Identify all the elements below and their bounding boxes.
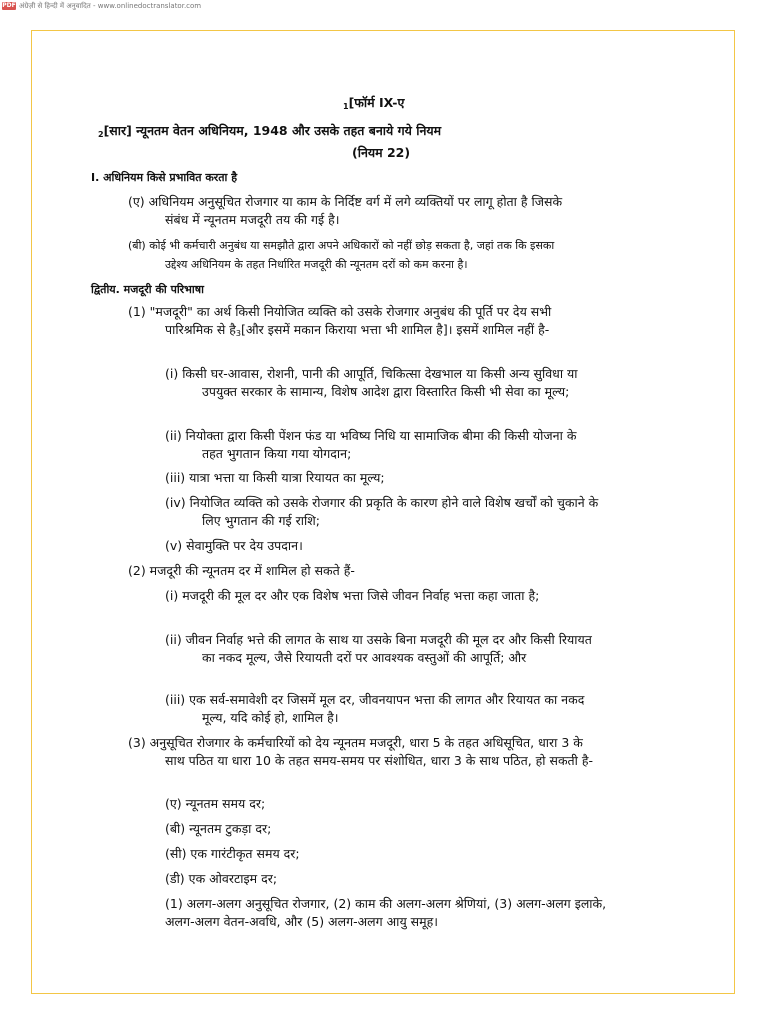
- paragraph-line: (iii) एक सर्व-समावेशी दर जिसमें मूल दर, जीवनयापन भत्ता की लागत और रियायत का नकद: [165, 692, 585, 707]
- paragraph-line: (iii) यात्रा भत्ता या किसी यात्रा रियायत का मूल्य;: [165, 470, 385, 485]
- form-title: [343, 95, 404, 115]
- paragraph-line: साथ पठित या धारा 10 के तहत समय-समय पर संशोधित, धारा 3 के साथ पठित, हो सकती है-: [165, 753, 594, 768]
- list-item: (डी) एक ओवरटाइम दर;: [165, 871, 278, 886]
- paragraph-line: संबंध में न्यूनतम मजदूरी तय की गई है।: [165, 212, 340, 227]
- paragraph-line: (i) मजदूरी की मूल दर और एक विशेष भत्ता जिसे जीवन निर्वाह भत्ता कहा जाता है;: [165, 588, 540, 603]
- paragraph-line: (3) अनुसूचित रोजगार के कर्मचारियों को देय न्यूनतम मजदूरी, धारा 5 के तहत अधिसूचित, धारा 3 के: [128, 735, 583, 750]
- footnote-marker: 3: [235, 329, 241, 338]
- paragraph-line: (v) सेवामुक्ति पर देय उपदान।: [165, 538, 303, 553]
- list-item: (बी) न्यूनतम टुकड़ा दर;: [165, 821, 272, 836]
- paragraph-line: (1) अलग-अलग अनुसूचित रोजगार, (2) काम की अलग-अलग श्रेणियां, (3) अलग-अलग इलाके,: [165, 896, 607, 911]
- paragraph-line: अलग-अलग वेतन-अवधि, और (5) अलग-अलग आयु समूह।: [165, 914, 438, 929]
- paragraph-line: (ii) नियोक्ता द्वारा किसी पेंशन फंड या भविष्य निधि या सामाजिक बीमा की किसी योजना के: [165, 428, 577, 443]
- paragraph-line: उपयुक्त सरकार के सामान्य, विशेष आदेश द्वारा विस्तारित किसी भी सेवा का मूल्य;: [202, 384, 570, 399]
- paragraph-line: का नकद मूल्य, जैसे रियायती दरों पर आवश्यक वस्तुओं की आपूर्ति; और: [202, 650, 527, 665]
- translator-banner-text[interactable]: अंग्रेज़ी से हिन्दी में अनुवादित - www.onlinedoctranslator.com: [19, 2, 202, 10]
- paragraph-line: (ए) अधिनियम अनुसूचित रोजगार या काम के निर्दिष्ट वर्ग में लगे व्यक्तियों पर लागू होता है जिसके: [128, 194, 563, 209]
- paragraph-line: (बी) कोई भी कर्मचारी अनुबंध या समझौते द्वारा अपने अधिकारों को नहीं छोड़ सकता है, जहां तक कि इसका: [128, 239, 555, 252]
- paragraph-line: (iv) नियोजित व्यक्ति को उसके रोजगार की प्रकृति के कारण होने वाले विशेष खर्चों को चुकाने के: [165, 495, 599, 510]
- paragraph-line: मूल्य, यदि कोई हो, शामिल है।: [202, 710, 339, 725]
- paragraph-line: (1) "मजदूरी" का अर्थ किसी नियोजित व्यक्ति को उसके रोजगार अनुबंध की पूर्ति पर देय सभी: [128, 304, 552, 319]
- abstract-title-text: [सार] न्यूनतम वेतन अधिनियम, 1948 और उसके तहत बनाये गये नियम: [103, 123, 442, 138]
- paragraph-line: तहत भुगतान किया गया योगदान;: [202, 446, 352, 461]
- abstract-title: [98, 123, 441, 143]
- rule-number: (नियम 22): [352, 145, 411, 160]
- form-title-text: [फॉर्म IX-ए: [348, 95, 405, 110]
- section-1-heading: I. अधिनियम किसे प्रभावित करता है: [91, 171, 238, 184]
- footnote-marker: 2: [98, 130, 104, 139]
- list-item: (ए) न्यूनतम समय दर;: [165, 796, 266, 811]
- translator-banner[interactable]: [0, 0, 240, 12]
- paragraph-line: (ii) जीवन निर्वाह भत्ते की लागत के साथ या उसके बिना मजदूरी की मूल दर और किसी रियायत: [165, 632, 592, 647]
- paragraph-line: [165, 322, 549, 342]
- list-item: (सी) एक गारंटीकृत समय दर;: [165, 846, 300, 861]
- paragraph-line: उद्देश्य अधिनियम के तहत निर्धारित मजदूरी की न्यूनतम दरों को कम करना है।: [165, 258, 468, 271]
- pdf-logo-icon: PDF: [2, 2, 16, 9]
- paragraph-line: (i) किसी घर-आवास, रोशनी, पानी की आपूर्ति, चिकित्सा देखभाल या किसी अन्य सुविधा या: [165, 366, 578, 381]
- paragraph-line: लिए भुगतान की गई राशि;: [202, 513, 320, 528]
- paragraph-line: (2) मजदूरी की न्यूनतम दर में शामिल हो सकते हैं-: [128, 563, 355, 578]
- paragraph-text: पारिश्रमिक से है: [165, 322, 236, 337]
- paragraph-text: [और इसमें मकान किराया भत्ता भी शामिल है]। इसमें शामिल नहीं है-: [240, 322, 550, 337]
- footnote-marker: 1: [343, 102, 349, 111]
- section-2-heading: द्वितीय. मजदूरी की परिभाषा: [91, 283, 204, 296]
